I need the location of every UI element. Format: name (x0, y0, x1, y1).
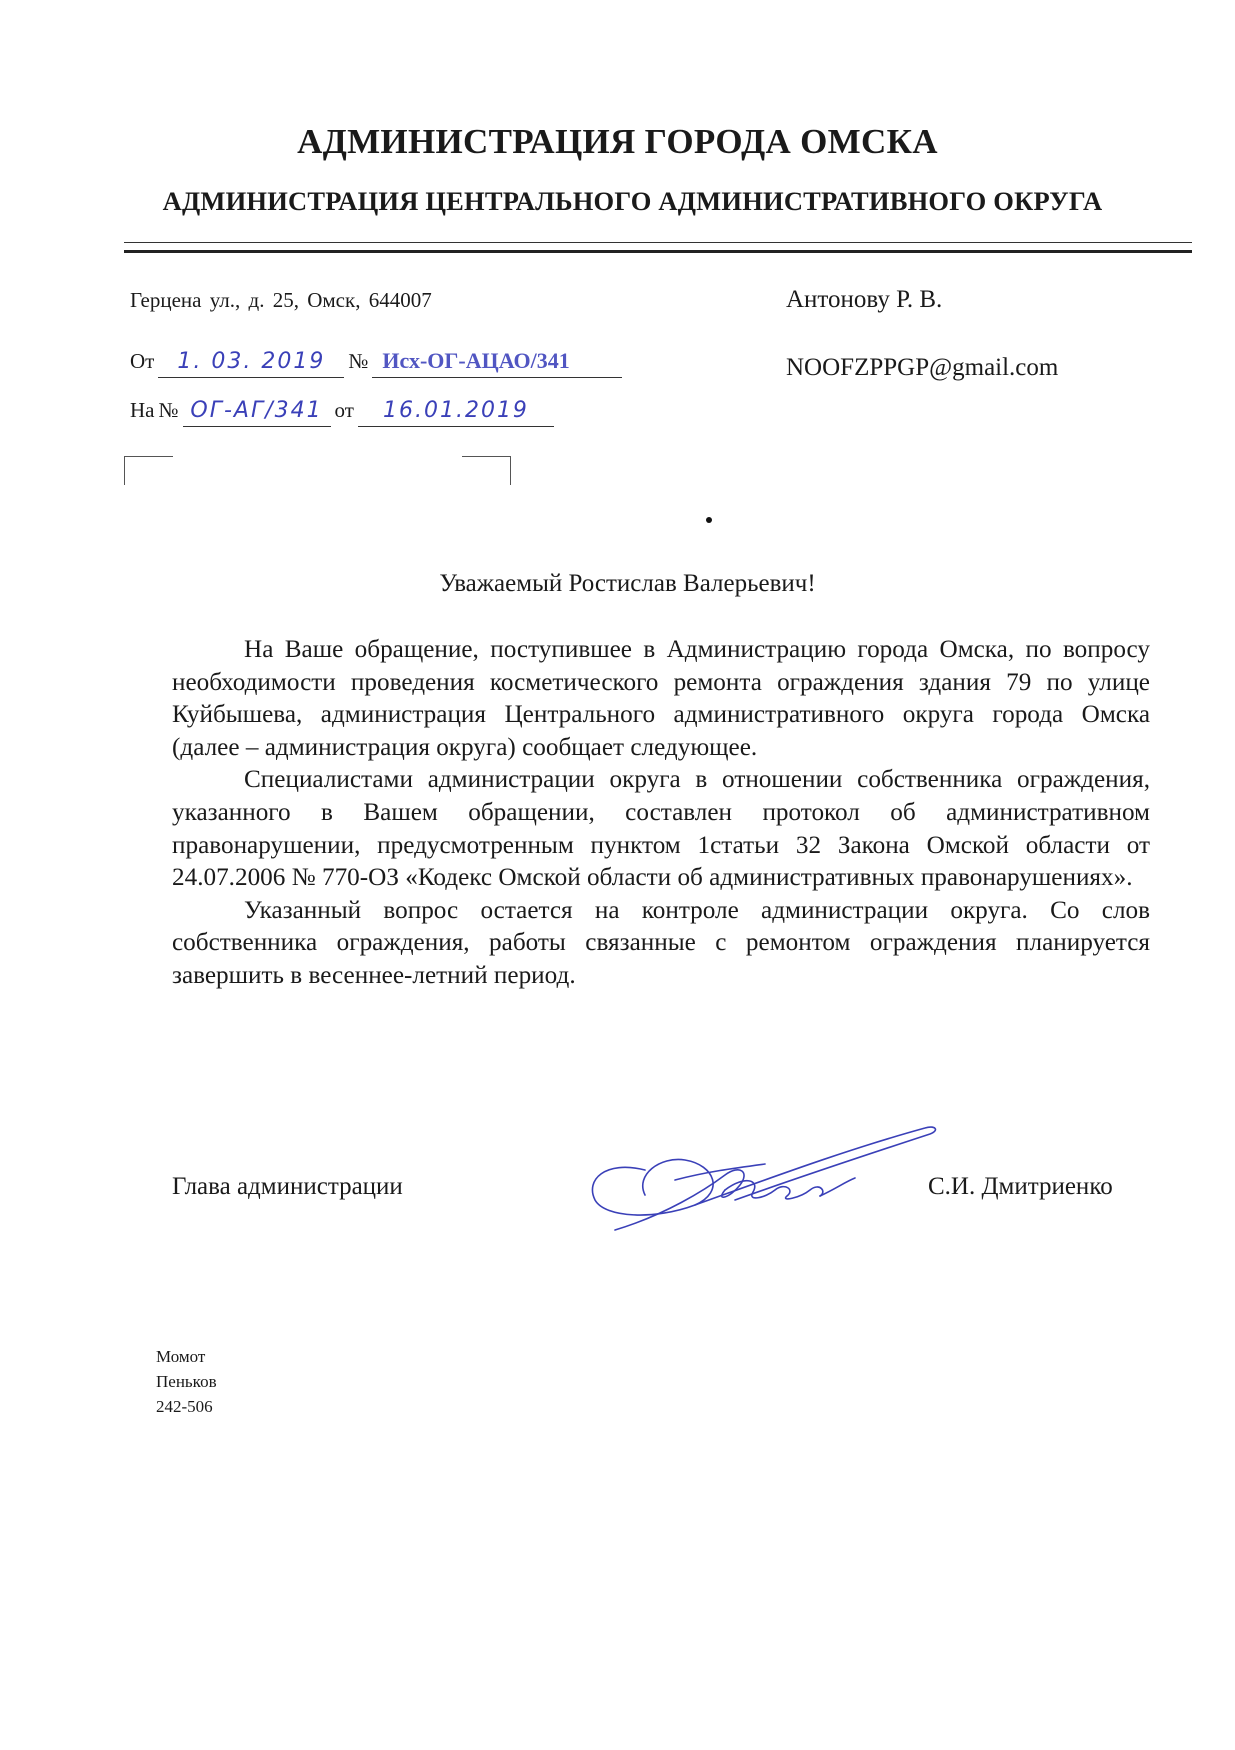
outgoing-number-field (372, 348, 622, 378)
corner-mark-left (124, 456, 173, 485)
outgoing-reference (130, 348, 622, 378)
reply-reference (130, 398, 554, 427)
ink-dot (706, 517, 712, 523)
letter-body (172, 634, 1150, 993)
recipient-name: Антонову Р. В. (786, 286, 943, 313)
number-label: № (348, 349, 369, 373)
body-paragraph-3: Указанный вопрос остается на контроле администрации округа. Со слов собственника ограждения, работы связанные с ремонтом ограждения планируется завершить в весеннее-летний период. (172, 896, 1150, 989)
reply-number-field (183, 398, 331, 427)
recipient-email: NOOFZPPGP@gmail.com (786, 354, 1059, 381)
sender-address: Герцена ул., д. 25, Омск, 644007 (130, 288, 432, 312)
reply-date: 16.01.2019 (382, 398, 529, 423)
reply-label: На (130, 398, 155, 422)
corner-mark-right (462, 456, 511, 485)
body-paragraph-1: На Ваше обращение, поступившее в Администрацию города Омска, по вопросу необходимости проведения косметического ремонта ограждения здания 79 по улице Куйбышева, администрация Центрального административного округа города Омска (далее – администрация округа) сообщает следующее. (172, 636, 1150, 761)
body-paragraph-2: Специалистами администрации округа в отношении собственника ограждения, указанного в Вашем обращении, составлен протокол об административном правонарушении, предусмотренным пунктом 1статьи 32 Закона Омской области от 24.07.2006 № 770-ОЗ «Кодекс Омской области об административных правонарушениях». (172, 766, 1150, 892)
signatory-name: С.И. Дмитриенко (928, 1173, 1113, 1200)
signatory-title: Глава администрации (172, 1173, 403, 1200)
outgoing-number: Исх-ОГ-АЦАО/341 (382, 348, 570, 373)
department-title: АДМИНИСТРАЦИЯ ЦЕНТРАЛЬНОГО АДМИНИСТРАТИВНОГО ОКРУГА (162, 186, 1103, 216)
executor-block (156, 1344, 217, 1419)
executor-name-1: Момот (156, 1347, 206, 1366)
reply-number: ОГ-АГ/341 (190, 398, 323, 423)
header-divider-thin (124, 242, 1192, 243)
reply-date-field (358, 398, 554, 427)
handwritten-signature (575, 1120, 955, 1240)
from-date-field (158, 349, 344, 378)
from-label: От (130, 349, 155, 373)
organization-title: АДМИНИСТРАЦИЯ ГОРОДА ОМСКА (297, 122, 938, 161)
executor-phone: 242-506 (156, 1397, 213, 1416)
reply-number-label: № (158, 398, 179, 422)
executor-name-2: Пеньков (156, 1372, 217, 1391)
header-divider-thick (124, 250, 1192, 253)
from-date: 1. 03. 2019 (177, 349, 326, 374)
salutation: Уважаемый Ростислав Валерьевич! (439, 570, 816, 597)
reply-from-label: от (334, 398, 354, 422)
